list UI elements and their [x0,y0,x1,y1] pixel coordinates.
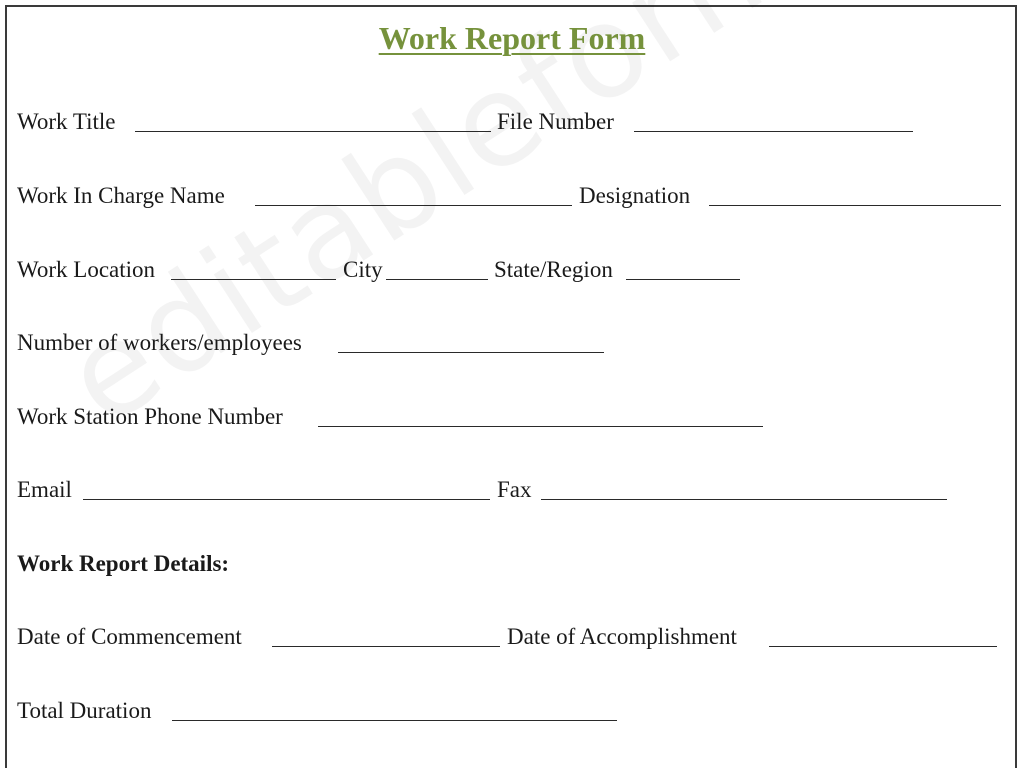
row-total-duration [17,696,1017,726]
row-number-of-workers [17,328,1017,358]
work-location-label: Work Location [17,257,156,282]
date-of-accomplishment-field[interactable] [769,646,997,647]
number-of-workers-label: Number of workers/employees [17,330,302,355]
form-title [0,20,1024,57]
city-field[interactable] [386,279,488,280]
phone-number-label: Work Station Phone Number [17,404,283,429]
phone-number-field[interactable] [318,426,763,427]
row-email-fax [17,475,1017,505]
row-details-heading [17,549,1017,579]
file-number-field[interactable] [634,131,913,132]
total-duration-label: Total Duration [17,698,152,723]
email-field[interactable] [83,499,490,500]
work-location-field[interactable] [171,279,336,280]
state-region-field[interactable] [626,279,740,280]
fax-field[interactable] [541,499,947,500]
number-of-workers-field[interactable] [338,352,604,353]
work-title-field[interactable] [135,131,491,132]
row-dates [17,622,1017,652]
fax-label: Fax [497,477,532,502]
row-phone-number [17,402,1017,432]
file-number-label: File Number [497,109,614,134]
date-of-commencement-label: Date of Commencement [17,624,242,649]
date-of-accomplishment-label: Date of Accomplishment [507,624,737,649]
city-label: City [343,257,383,282]
designation-field[interactable] [709,205,1001,206]
designation-label: Designation [579,183,691,208]
row-work-title [17,107,1017,137]
date-of-commencement-field[interactable] [272,646,500,647]
row-work-location [17,255,1017,285]
email-label: Email [17,477,72,502]
work-in-charge-field[interactable] [255,205,572,206]
row-work-in-charge [17,181,1017,211]
work-title-label: Work Title [17,109,116,134]
total-duration-field[interactable] [172,720,617,721]
form-title-text: Work Report Form [378,20,646,56]
work-in-charge-label: Work In Charge Name [17,183,225,208]
details-heading: Work Report Details: [17,551,230,576]
state-region-label: State/Region [494,257,613,282]
